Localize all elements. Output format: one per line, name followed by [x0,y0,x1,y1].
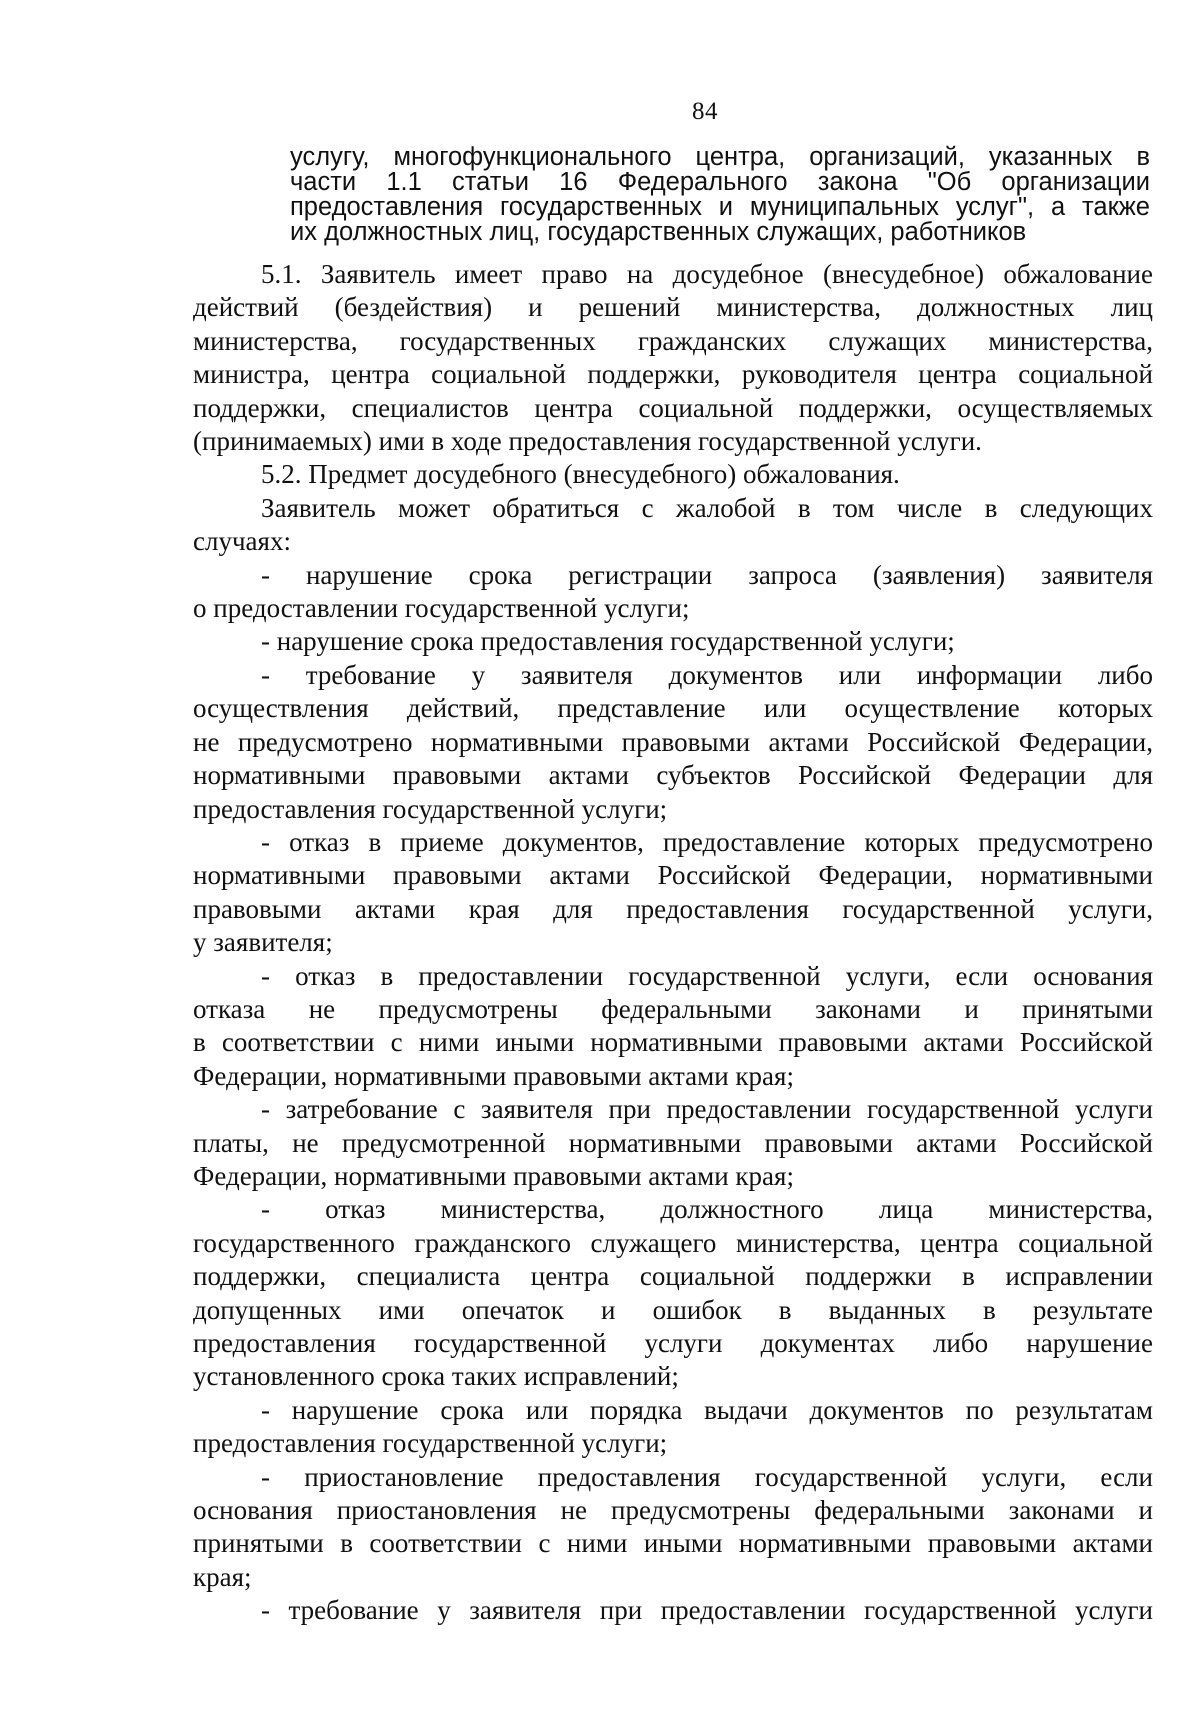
paragraph-line: - требование у заявителя при предоставлении государственной услуги [261,1595,1153,1626]
paragraph-line: - нарушение срока предоставления государственной услуги; [261,626,955,657]
paragraph-line: предоставления государственной услуги; [193,793,668,824]
paragraph-line: о предоставлении государственной услуги; [193,593,690,624]
paragraph-line: Федерации, нормативными правовыми актами края; [193,1160,794,1191]
paragraph-line: Заявитель может обратиться с жалобой в том числе в следующих [261,492,1153,523]
paragraph-line: основания приостановления не предусмотрены федеральными законами и [193,1495,1153,1526]
paragraph-line: нормативными правовыми актами Российской Федерации, нормативными [193,860,1153,891]
paragraph [193,559,1153,626]
paragraph-line: 5.2. Предмет досудебного (внесудебного) обжалования. [261,459,900,490]
paragraph-line: министерства, государственных гражданских служащих министерства, [193,325,1153,356]
paragraph [193,258,1153,458]
paragraph-line: (принимаемых) ими в ходе предоставления государственной услуги. [193,426,982,457]
paragraph [193,1461,1153,1595]
paragraph [193,1193,1153,1393]
paragraph-line: - затребование с заявителя при предоставлении государственной услуги [261,1094,1153,1125]
paragraph-line: - нарушение срока регистрации запроса (заявления) заявителя [261,559,1153,590]
paragraph-line: осуществления действий, представление или осуществление которых [193,693,1153,724]
paragraph-line: предоставления государственной услуги; [193,1428,668,1459]
paragraph [193,1093,1153,1193]
paragraph-line: действий (бездействия) и решений министерства, должностных лиц [193,292,1153,323]
paragraph-line: министра, центра социальной поддержки, руководителя центра социальной [193,359,1153,390]
paragraph [193,960,1153,1094]
header-line: услугу, многофункционального центра, организаций, указанных в [290,143,1150,171]
paragraph-line: Федерации, нормативными правовыми актами края; [193,1060,794,1091]
paragraph [193,492,1153,559]
paragraph-line: допущенных ими опечаток и ошибок в выданных в результате [193,1294,1153,1325]
paragraph-line: у заявителя; [193,927,333,958]
paragraph-line: принятыми в соответствии с ними иными нормативными правовыми актами [193,1528,1153,1559]
paragraph-line: - приостановление предоставления государственной услуги, если [261,1461,1153,1492]
paragraph-line: в соответствии с ними иными нормативными правовыми актами Российской [193,1027,1153,1058]
paragraph-line: случаях: [193,526,291,557]
paragraph [193,1594,1153,1627]
paragraph-line: государственного гражданского служащего министерства, центра социальной [193,1227,1153,1258]
paragraph-line: платы, не предусмотренной нормативными правовыми актами Российской [193,1127,1153,1158]
paragraph-line: не предусмотрено нормативными правовыми актами Российской Федерации, [193,726,1153,757]
paragraph-line: - нарушение срока или порядка выдачи документов по результатам [261,1394,1153,1425]
paragraph-line: - требование у заявителя документов или информации либо [261,659,1153,690]
paragraph-line: предоставления государственной услуги документах либо нарушение [193,1328,1153,1358]
header-continuation [290,145,1150,245]
paragraph [193,826,1153,960]
header-line: предоставления государственных и муниципальных услуг", а также [290,193,1150,221]
paragraph-line: края; [193,1561,252,1592]
paragraph-line: - отказ в приеме документов, предоставление которых предусмотрено [261,826,1153,857]
paragraph-line: установленного срока таких исправлений; [193,1361,679,1392]
document-body [193,258,1153,1628]
paragraph [193,625,1153,658]
paragraph [193,1394,1153,1461]
page-number: 84 [692,98,718,125]
paragraph-line: поддержки, специалиста центра социальной поддержки в исправлении [193,1261,1153,1292]
paragraph-line: - отказ в предоставлении государственной услуги, если основания [261,960,1153,991]
paragraph-line: поддержки, специалистов центра социальной поддержки, осуществляемых [193,392,1153,423]
paragraph [193,659,1153,826]
paragraph-line: 5.1. Заявитель имеет право на досудебное (внесудебное) обжалование [261,259,1153,289]
paragraph-line: - отказ министерства, должностного лица министерства, [261,1194,1153,1225]
paragraph [193,458,1153,491]
paragraph-line: правовыми актами края для предоставления государственной услуги, [193,893,1153,924]
header-line: части 1.1 статьи 16 Федерального закона "Об организации [290,168,1150,196]
paragraph-line: отказа не предусмотрены федеральными законами и принятыми [193,993,1153,1024]
paragraph-line: нормативными правовыми актами субъектов Российской Федерации для [193,760,1153,791]
header-line: их должностных лиц, государственных служащих, работников [290,218,1027,246]
